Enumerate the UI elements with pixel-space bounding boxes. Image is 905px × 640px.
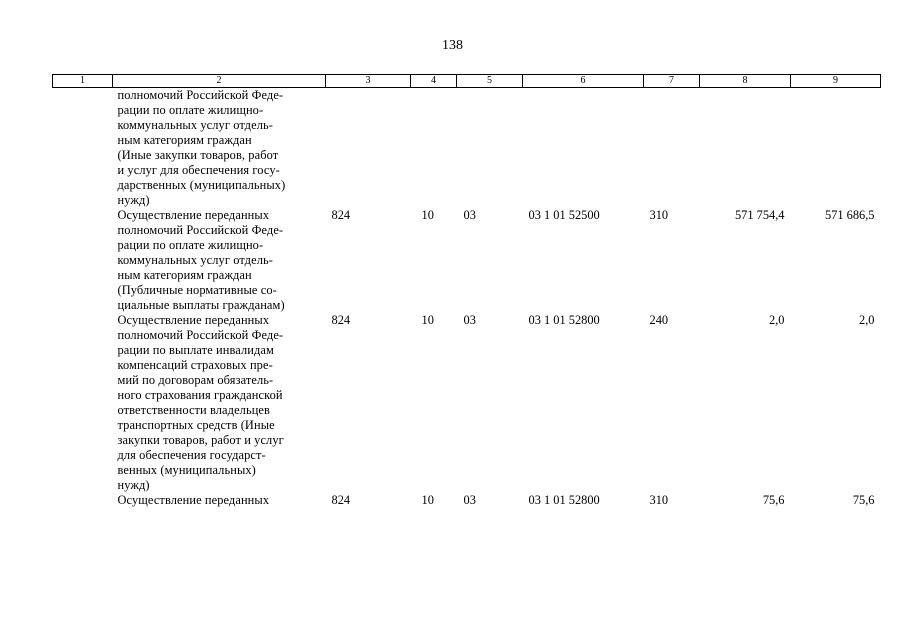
row-description: полномочий Российской Феде- рации по оплате жилищно- коммунальных услуг отдель- ным категориям граждан (Иные закупки товаров, работ и услуг для обеспечения госу- дарственных (муниципальных) нужд)	[117, 88, 286, 207]
table-row	[53, 88, 881, 209]
header-col-1: 1	[53, 75, 113, 88]
row-expense-type	[644, 88, 700, 209]
row-target-article	[523, 88, 644, 209]
row-ministry-code: 824	[331, 313, 351, 327]
row-subsection-code: 03	[463, 208, 476, 222]
row-col-1	[53, 493, 113, 508]
row-col-1	[53, 208, 113, 313]
header-col-6: 6	[523, 75, 644, 88]
row-col-1	[53, 88, 113, 209]
row-amount-col-9: 75,6	[852, 493, 875, 507]
row-ministry-code: 824	[331, 493, 351, 507]
row-amount-col-8: 2,0	[769, 313, 785, 327]
row-amount-col-8: 571 754,4	[734, 208, 785, 222]
header-col-2: 2	[113, 75, 326, 88]
budget-table	[52, 74, 881, 508]
row-target-article: 03 1 01 52800	[528, 313, 600, 327]
row-expense-type: 310	[649, 208, 669, 222]
row-amount-col-8	[700, 88, 791, 209]
row-description: Осуществление переданных	[117, 493, 270, 507]
row-amount-col-8: 75,6	[762, 493, 785, 507]
row-ministry-code: 824	[331, 208, 351, 222]
row-target-article: 03 1 01 52500	[528, 208, 600, 222]
row-amount-col-9: 2,0	[859, 313, 875, 327]
row-section-code: 10	[421, 493, 434, 507]
row-ministry-code	[326, 88, 411, 209]
table-row	[53, 208, 881, 313]
row-col-1	[53, 313, 113, 493]
header-col-8: 8	[700, 75, 791, 88]
header-col-7: 7	[644, 75, 700, 88]
row-amount-col-9: 571 686,5	[824, 208, 875, 222]
row-expense-type: 240	[649, 313, 669, 327]
row-description: Осуществление переданных полномочий Российской Феде- рации по выплате инвалидам компенсаций страховых пре- мий по договорам обязатель- ного страхования гражданской ответственности владельцев транспортных средств (Иные закупки товаров, работ и услуг для обеспечения государст- венных (муниципальных) нужд)	[117, 313, 284, 492]
table-row	[53, 493, 881, 508]
header-row	[53, 75, 881, 88]
row-subsection-code: 03	[463, 493, 476, 507]
page-number: 138	[442, 38, 463, 53]
row-subsection-code	[457, 88, 523, 209]
row-expense-type: 310	[649, 493, 669, 507]
row-amount-col-9	[791, 88, 881, 209]
header-col-4: 4	[411, 75, 457, 88]
table-row	[53, 313, 881, 493]
header-col-3: 3	[326, 75, 411, 88]
row-section-code: 10	[421, 208, 434, 222]
row-target-article: 03 1 01 52800	[528, 493, 600, 507]
row-description: Осуществление переданных полномочий Российской Феде- рации по оплате жилищно- коммунальных услуг отдель- ным категориям граждан (Публичные нормативные со- циальные выплаты гражданам)	[117, 208, 285, 312]
row-section-code: 10	[421, 313, 434, 327]
row-section-code	[411, 88, 457, 209]
row-subsection-code: 03	[463, 313, 476, 327]
header-col-5: 5	[457, 75, 523, 88]
header-col-9: 9	[791, 75, 881, 88]
